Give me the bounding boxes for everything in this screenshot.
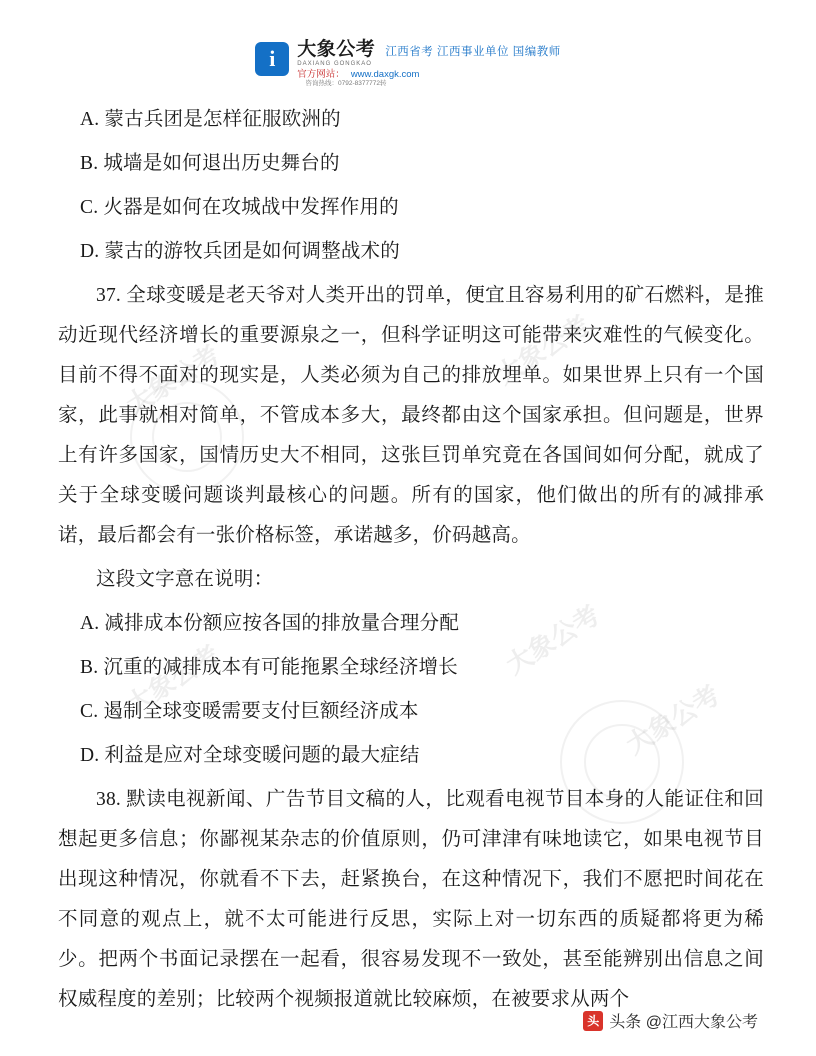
toutiao-icon: 头 bbox=[583, 1011, 603, 1031]
official-site-label: 官方网站： bbox=[297, 69, 345, 81]
q36-option-a: A. 蒙古兵团是怎样征服欧洲的 bbox=[80, 109, 341, 130]
question-38-stem: 38. 默读电视新闻、广告节目文稿的人，比观看电视节目本身的人能证住和回想起更多信息；你鄙视某杂志的价值原则，仍可津津有味地读它，如果电视节目出现这种情况，你就看不下去，赶紧换台，在这种情况下，我们不愿把时间花在不同意的观点上，就不太可能进行反思，实际上对一切东西的质疑都将更为稀少。把两个书面记录摆在一起看，很容易发现不一致处，甚至能辨别出信息之间权威程度的差别；比较两个视频报道就比较麻烦，在被要求从两个 bbox=[58, 789, 764, 1010]
watermark-text: 大象公考 bbox=[490, 309, 595, 391]
q36-option-d: D. 蒙古的游牧兵团是如何调整战术的 bbox=[80, 241, 400, 262]
question-37-stem: 37. 全球变暖是老天爷对人类开出的罚单，便宜且容易利用的矿石燃料，是推动近现代经济增长的重要源泉之一，但科学证明这可能带来灾难性的气候变化。目前不得不面对的现实是，人类必须为自己的排放埋单。如果世界上只有一个国家，此事就相对简单，不管成本多大，最终都由这个国家承担。但问题是，世界上有许多国家，国情历史大不相同，这张巨罚单究竟在各国间如何分配，就成了关于全球变暖问题谈判最核心的问题。所有的国家，他们做出的所有的减排承诺，最后都会有一张价格标签，承诺越多，价码越高。 bbox=[58, 285, 764, 546]
logo-block bbox=[255, 40, 560, 80]
q36-option-c: C. 火器是如何在攻城战中发挥作用的 bbox=[80, 197, 399, 218]
q37-option-d: D. 利益是应对全球变暖问题的最大症结 bbox=[80, 745, 420, 766]
footer-text: 头条 @江西大象公考 bbox=[609, 1014, 758, 1031]
watermark-text: 大象公考 bbox=[620, 679, 725, 761]
brand-header bbox=[0, 40, 816, 80]
watermark-text: 大象公考 bbox=[500, 599, 605, 681]
logo-text-column bbox=[297, 40, 560, 80]
q37-option-a: A. 减排成本份额应按各国的排放量合理分配 bbox=[80, 613, 460, 634]
brand-pinyin: DAXIANG GONGKAO bbox=[297, 60, 372, 67]
q37-option-c: C. 遏制全球变暖需要支付巨额经济成本 bbox=[80, 701, 419, 722]
official-site-url[interactable]: www.daxgk.com bbox=[350, 69, 420, 81]
question-37-prompt: 这段文字意在说明： bbox=[96, 569, 274, 590]
hotline-text: 咨询热线：0792-8377772转 bbox=[305, 80, 387, 87]
footer-attribution bbox=[583, 1009, 758, 1032]
elephant-logo-icon: i bbox=[255, 42, 289, 76]
watermark-text: 大象公考 bbox=[120, 639, 225, 721]
brand-categories: 江西省考 江西事业单位 国编教师 bbox=[385, 46, 561, 58]
watermark-text: 大象公考 bbox=[120, 339, 225, 421]
document-body bbox=[58, 100, 764, 1024]
brand-name: 大象公考 bbox=[297, 39, 376, 60]
q37-option-b: B. 沉重的减排成本有可能拖累全球经济增长 bbox=[80, 657, 458, 678]
logo-primary-row bbox=[297, 40, 560, 60]
q36-option-b: B. 城墙是如何退出历史舞台的 bbox=[80, 153, 340, 174]
